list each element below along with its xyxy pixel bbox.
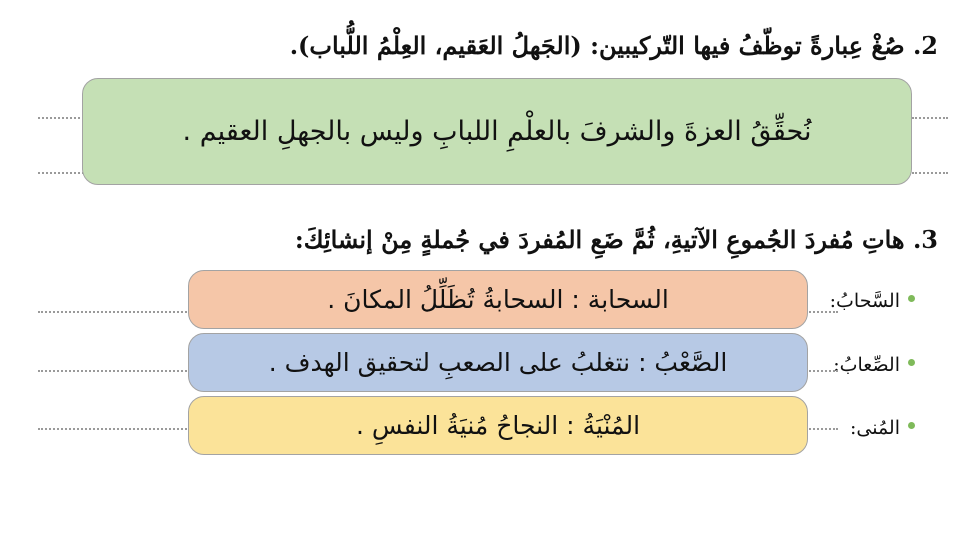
question-2-text: صُغْ عِبارةً توظّفُ فيها التّركيبين: (الجَهلُ العَقيم، العِلْمُ اللُّباب). [289, 31, 905, 60]
question-2-answer-box [82, 78, 912, 185]
item-3-answer: المُنْيَةُ : النجاحُ مُنيَةُ النفسِ . [355, 411, 641, 440]
answer-line [806, 370, 838, 372]
question-3-text: هاتِ مُفردَ الجُموعِ الآتيةِ، ثُمَّ ضَعِ المُفردَ في جُملةٍ مِنْ إنشائِكَ: [294, 225, 905, 254]
question-2-title [290, 30, 938, 62]
question-3-number: 3. [912, 225, 938, 254]
bullet-icon [908, 295, 915, 302]
question-2-number: 2. [912, 31, 938, 60]
answer-line [38, 370, 190, 372]
answer-line [38, 172, 84, 174]
bullet-icon [908, 422, 915, 429]
answer-line [806, 428, 838, 430]
item-2-answer-box [188, 333, 808, 392]
item-1-answer-box [188, 270, 808, 329]
answer-line [38, 428, 190, 430]
item-word: المُنى: [849, 417, 900, 439]
answer-line [38, 117, 84, 119]
bullet-icon [908, 359, 915, 366]
answer-line [912, 117, 948, 119]
item-2-answer: الصَّعْبُ : نتغلبُ على الصعبِ لتحقيق الهدف . [268, 348, 728, 377]
item-3-answer-box [188, 396, 808, 455]
item-1-answer: السحابة : السحابةُ تُظَلِّلُ المكانَ . [327, 285, 669, 314]
question-3-title [295, 224, 938, 256]
answer-line [806, 311, 838, 313]
answer-line [912, 172, 948, 174]
item-word: السَّحابُ: [829, 290, 900, 312]
item-word: الصِّعابُ: [833, 354, 900, 376]
question-2-answer: نُحقِّقُ العزةَ والشرفَ بالعلْمِ اللبابِ وليس بالجهلِ العقيم . [182, 116, 812, 147]
answer-line [38, 311, 190, 313]
